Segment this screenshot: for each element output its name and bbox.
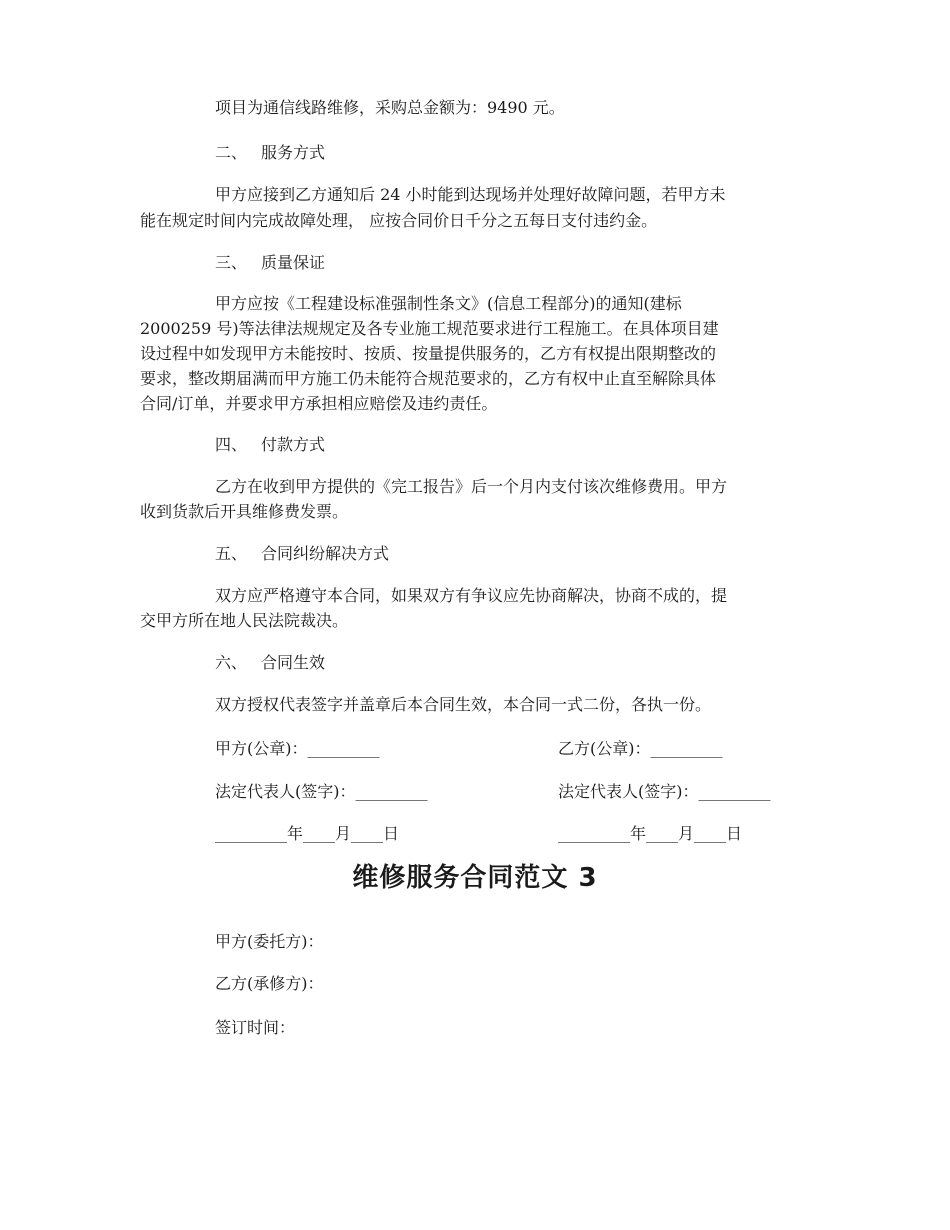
party-b-date-field: _________年____月____日 xyxy=(558,824,743,843)
section-heading-service-method xyxy=(215,140,325,165)
contract-3-title: 维修服务合同范文 3 xyxy=(352,863,598,893)
section-title: 合同纠纷解决方式 xyxy=(261,544,390,563)
quality-line-2: 2000259 号)等法律法规规定及各专业施工规范要求进行工程施工。在具体项目建 xyxy=(140,319,719,338)
section-number: 六、 xyxy=(215,653,248,672)
service-method-line-1: 甲方应接到乙方通知后 24 小时能到达现场并处理好故障问题，若甲方未 xyxy=(215,185,726,204)
intro-paragraph: 项目为通信线路维修，采购总金额为：9490 元。 xyxy=(215,98,565,117)
section-number: 二、 xyxy=(215,143,248,162)
service-method-line-2: 能在规定时间内完成故障处理， 应按合同价日千分之五每日支付违约金。 xyxy=(140,211,658,230)
quality-line-4: 要求，整改期届满而甲方施工仍未能符合规范要求的，乙方有权中止直至解除具体 xyxy=(140,369,717,388)
quality-line-1: 甲方应按《工程建设标准强制性条文》(信息工程部分)的通知(建标 xyxy=(215,294,682,313)
payment-line-2: 收到货款后开具维修费发票。 xyxy=(140,502,349,521)
signing-time-field: 签订时间： xyxy=(215,1018,296,1037)
section-number: 五、 xyxy=(215,544,248,563)
section-title: 质量保证 xyxy=(261,253,326,272)
section-number: 三、 xyxy=(215,253,248,272)
quality-line-5: 合同/订单，并要求甲方承担相应赔偿及违约责任。 xyxy=(140,394,498,413)
dispute-line-2: 交甲方所在地人民法院裁决。 xyxy=(140,611,349,630)
party-b-seal-field: 乙方(公章)：_________ xyxy=(558,739,723,758)
party-a-date-field: _________年____月____日 xyxy=(215,824,400,843)
dispute-line-1: 双方应严格遵守本合同，如果双方有争议应先协商解决，协商不成的，提 xyxy=(215,586,728,605)
section-number: 四、 xyxy=(215,435,248,454)
party-a-representative-field: 法定代表人(签字)：_________ xyxy=(215,782,428,801)
party-a-client-field: 甲方(委托方)： xyxy=(215,932,324,951)
section-heading-payment xyxy=(215,432,325,457)
payment-line-1: 乙方在收到甲方提供的《完工报告》后一个月内支付该次维修费用。甲方 xyxy=(215,477,728,496)
section-heading-quality xyxy=(215,250,325,275)
party-b-representative-field: 法定代表人(签字)：_________ xyxy=(558,782,771,801)
section-heading-effect xyxy=(215,650,325,675)
quality-line-3: 设过程中如发现甲方未能按时、按质、按量提供服务的，乙方有权提出限期整改的 xyxy=(140,344,717,363)
effect-line-1: 双方授权代表签字并盖章后本合同生效，本合同一式二份，各执一份。 xyxy=(215,695,712,714)
party-b-contractor-field: 乙方(承修方)： xyxy=(215,974,324,993)
party-a-seal-field: 甲方(公章)：_________ xyxy=(215,739,380,758)
section-title: 合同生效 xyxy=(261,653,326,672)
section-title: 付款方式 xyxy=(261,435,326,454)
section-heading-dispute xyxy=(215,541,389,566)
section-title: 服务方式 xyxy=(261,143,326,162)
